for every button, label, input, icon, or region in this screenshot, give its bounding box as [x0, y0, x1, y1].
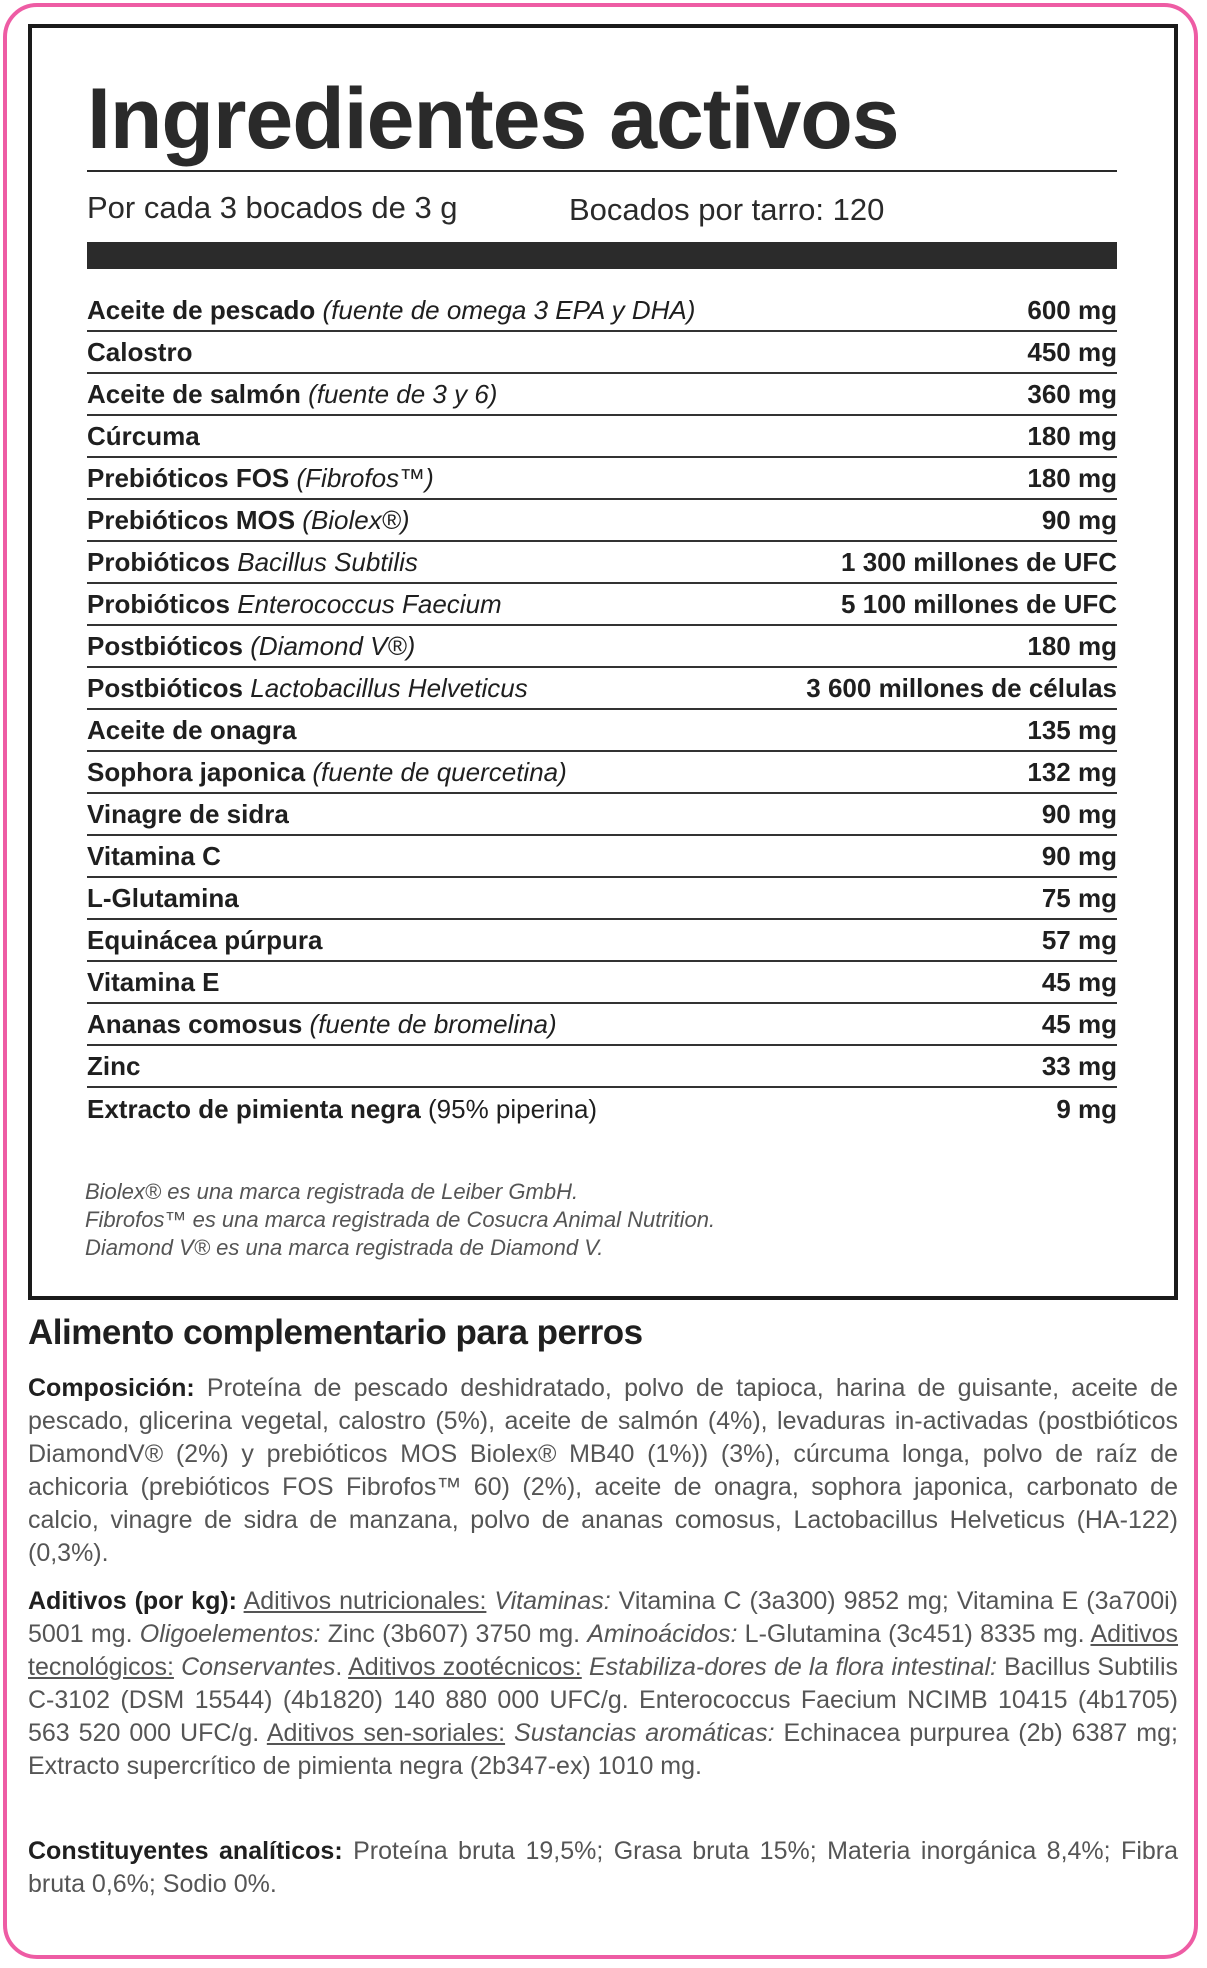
ingredient-row — [87, 1046, 1117, 1088]
amino-acids-label: Aminoácidos: — [587, 1620, 738, 1648]
ingredient-row — [87, 584, 1117, 626]
analytical-paragraph — [28, 1835, 1178, 1901]
ingredient-row — [87, 542, 1117, 584]
ingredient-name: Vitamina E — [87, 966, 220, 997]
trademark-note: Biolex® es una marca registrada de Leiber GmbH. — [85, 1179, 579, 1204]
technological-additives-label: Aditivos tecnológicos: — [28, 1620, 1179, 1681]
ingredient-row — [87, 794, 1117, 836]
ingredient-amount: 45 mg — [1041, 966, 1117, 997]
ingredient-name: Postbióticos — [87, 672, 244, 703]
ingredient-amount: 360 mg — [1027, 378, 1117, 409]
ingredient-row — [87, 500, 1117, 542]
ingredient-name: Equinácea púrpura — [87, 924, 323, 955]
ingredient-amount: 90 mg — [1041, 798, 1117, 829]
ingredient-row — [87, 416, 1117, 458]
trace-elements-label: Oligoelementos: — [139, 1620, 321, 1648]
ingredient-amount: 90 mg — [1041, 840, 1117, 871]
amino-acids-text: L-Glutamina (3c451) 8335 mg. — [744, 1620, 1085, 1648]
composition-paragraph — [28, 1372, 1178, 1570]
ingredient-detail: (95% piperina) — [428, 1093, 598, 1124]
zootechnical-additives-label: Aditivos zootécnicos: — [348, 1653, 582, 1681]
additives-label: Aditivos (por kg): — [28, 1587, 237, 1615]
header-bar — [87, 242, 1117, 269]
ingredient-detail: (Diamond V®) — [250, 630, 416, 661]
composition-label: Composición: — [28, 1374, 195, 1402]
ingredient-amount: 180 mg — [1027, 420, 1117, 451]
vitamins-label: Vitaminas: — [494, 1587, 611, 1615]
ingredient-amount: 45 mg — [1041, 1008, 1117, 1039]
analytical-label: Constituyentes analíticos: — [28, 1837, 343, 1865]
vitamins-text: Vitamina C (3a300) 9852 mg; Vitamina E (3a700i) 5001 mg. — [28, 1587, 1178, 1648]
ingredient-name: Vitamina C — [87, 840, 221, 871]
serving-size: Por cada 3 bocados de 3 g — [87, 190, 458, 225]
ingredient-amount: 180 mg — [1027, 462, 1117, 493]
ingredient-amount: 135 mg — [1027, 714, 1117, 745]
ingredient-name: Prebióticos MOS — [87, 504, 296, 535]
ingredient-row — [87, 836, 1117, 878]
ingredient-amount: 180 mg — [1027, 630, 1117, 661]
title-divider — [87, 170, 1117, 172]
ingredient-detail: (Biolex®) — [302, 504, 410, 535]
ingredient-name: Probióticos — [87, 588, 231, 619]
nutritional-additives-label: Aditivos nutricionales: — [243, 1587, 487, 1615]
ingredient-amount: 132 mg — [1027, 756, 1117, 787]
ingredient-detail: Enterococcus Faecium — [237, 588, 502, 619]
trademark-note: Diamond V® es una marca registrada de Diamond V. — [85, 1235, 604, 1260]
ingredient-row — [87, 710, 1117, 752]
ingredient-detail: (fuente de omega 3 EPA y DHA) — [322, 294, 696, 325]
ingredient-amount: 57 mg — [1041, 924, 1117, 955]
preservatives-label: Conservantes — [181, 1653, 336, 1681]
ingredient-name: Calostro — [87, 336, 193, 367]
ingredient-name: Aceite de salmón — [87, 378, 301, 409]
ingredient-amount: 75 mg — [1041, 882, 1117, 913]
ingredient-row — [87, 752, 1117, 794]
ingredient-name: Extracto de pimienta negra — [87, 1093, 421, 1124]
trace-elements-text: Zinc (3b607) 3750 mg. — [327, 1620, 581, 1648]
ingredient-row — [87, 290, 1117, 332]
ingredient-amount: 1 300 millones de UFC — [841, 546, 1117, 577]
ingredient-detail: (Fibrofos™) — [296, 462, 434, 493]
ingredient-amount: 600 mg — [1027, 294, 1117, 325]
servings-per-jar: Bocados por tarro: 120 — [569, 192, 885, 227]
ingredient-row — [87, 1004, 1117, 1046]
ingredient-name: Prebióticos FOS — [87, 462, 290, 493]
ingredient-amount: 5 100 millones de UFC — [841, 588, 1117, 619]
trademark-notes — [85, 1178, 715, 1262]
analytical-text: Proteína bruta 19,5%; Grasa bruta 15%; Materia inorgánica 8,4%; Fibra bruta 0,6%; Sodio 0%. — [28, 1837, 1179, 1898]
ingredient-row — [87, 332, 1117, 374]
stabilizers-text: Bacillus Subtilis C-3102 (DSM 15544) (4b1820) 140 880 000 UFC/g. Enterococcus Faecium NCIMB 10415 (4b1705) 563 520 000 UFC/g. — [28, 1653, 1179, 1747]
ingredient-amount: 3 600 millones de células — [806, 672, 1117, 703]
ingredient-amount: 90 mg — [1041, 504, 1117, 535]
stabilizers-label: Estabiliza-dores de la flora intestinal: — [588, 1653, 997, 1681]
ingredient-detail: (fuente de bromelina) — [309, 1008, 557, 1039]
ingredient-name: Probióticos — [87, 546, 231, 577]
ingredient-amount: 33 mg — [1041, 1050, 1117, 1081]
ingredient-detail: Lactobacillus Helveticus — [250, 672, 528, 703]
ingredient-name: Ananas comosus — [87, 1008, 303, 1039]
product-type-heading: Alimento complementario para perros — [28, 1313, 643, 1352]
ingredient-name: Vinagre de sidra — [87, 798, 289, 829]
ingredient-name: Postbióticos — [87, 630, 244, 661]
ingredient-row — [87, 920, 1117, 962]
ingredient-name: Zinc — [87, 1050, 141, 1081]
ingredient-detail: (fuente de quercetina) — [312, 756, 567, 787]
ingredient-row — [87, 626, 1117, 668]
ingredient-name: Sophora japonica — [87, 756, 306, 787]
ingredient-row — [87, 374, 1117, 416]
ingredient-detail: Bacillus Subtilis — [237, 546, 418, 577]
trademark-note: Fibrofos™ es una marca registrada de Cosucra Animal Nutrition. — [85, 1207, 716, 1232]
ingredient-amount: 9 mg — [1056, 1093, 1117, 1124]
ingredient-row — [87, 668, 1117, 710]
ingredient-name: Cúrcuma — [87, 420, 200, 451]
active-ingredients-panel — [28, 24, 1178, 1300]
ingredient-row — [87, 458, 1117, 500]
ingredient-detail: (fuente de 3 y 6) — [308, 378, 498, 409]
ingredient-row — [87, 962, 1117, 1004]
aromatic-substances-label: Sustancias aromáticas: — [514, 1719, 775, 1747]
panel-title: Ingredientes activos — [87, 71, 899, 167]
ingredient-row — [87, 1088, 1117, 1130]
ingredient-amount: 450 mg — [1027, 336, 1117, 367]
composition-text: Proteína de pescado deshidratado, polvo de tapioca, harina de guisante, aceite de pescado, glicerina vegetal, calostro (5%), aceite de salmón (4%), levaduras in-activadas (postbióticos DiamondV® (2%) y prebióticos MOS Biolex® MB40 (1%)) (3%), cúrcuma longa, polvo de raíz de achicoria (prebióticos FOS Fibrofos™ 60) (2%), aceite de onagra, sophora japonica, carbonato de calcio, vinagre de sidra de manzana, polvo de ananas comosus, Lactobacillus Helveticus (HA-122) (0,3%). — [28, 1374, 1178, 1567]
ingredient-row — [87, 878, 1117, 920]
ingredient-name: Aceite de pescado — [87, 294, 316, 325]
sensory-additives-label: Aditivos sen-soriales: — [266, 1719, 506, 1747]
ingredient-table — [87, 290, 1117, 1130]
ingredient-name: Aceite de onagra — [87, 714, 297, 745]
ingredient-name: L-Glutamina — [87, 882, 239, 913]
aromatic-substances-text: Echinacea purpurea (2b) 6387 mg; Extracto supercrítico de pimienta negra (2b347-ex) 1010 mg. — [28, 1719, 1178, 1780]
additives-paragraph: Aditivos (por kg): Aditivos nutricionales: Vitaminas: Vitamina C (3a300) 9852 mg; Vitamina E (3a700i) 5001 mg. Oligoelementos: Zinc (3b607) 3750 mg. Aminoácidos: L-Glutamina (3c451) 8335 mg. Aditivos tecnológicos: Conservantes. Aditivos zootécnicos: Estabiliza-dores de la flora intestinal: Bacillus Subtilis C-3102 (DSM 15544) (4b1820) 140 880 000 UFC/g. Enterococcus Faecium NCIMB 10415 (4b1705) 563 520 000 UFC/g. Aditivos sen-soriales: Sustancias aromáticas: Echinacea purpurea (2b) 6387 mg; Extracto supercrítico de pimienta negra (2b347-ex) 1010 mg. — [28, 1587, 1179, 1780]
